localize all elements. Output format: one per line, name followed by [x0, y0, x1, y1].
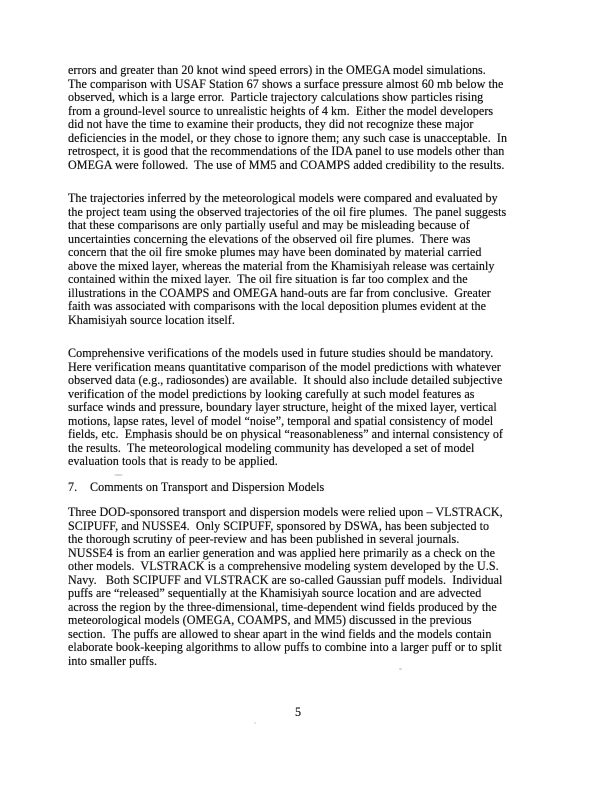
text-line: NUSSE4 is from an earlier generation and was applied here primarily as a check on the [68, 545, 496, 560]
page-number: 5 [294, 705, 302, 719]
text-line: contained within the mixed layer. The oil fire situation is far too complex and the [68, 272, 468, 286]
text-line: The comparison with USAF Station 67 shows a surface pressure almost 60 mb below the [68, 76, 504, 91]
text-line: the project team using the observed trajectories of the oil fire plumes. The panel suggests [68, 204, 507, 219]
text-line: The trajectories inferred by the meteorological models were compared and evaluated by [68, 191, 498, 205]
text-line: above the mixed layer, whereas the material from the Khamisiyah release was certainly [68, 258, 495, 273]
text-line: errors and greater than 20 knot wind speed errors) in the OMEGA model simulations. [68, 63, 486, 77]
text-line: motions, lapse rates, level of model “noise”, temporal and spatial consistency of model [68, 413, 494, 428]
section-number: 7. [68, 479, 78, 494]
text-line: elaborate book-keeping algorithms to allow puffs to combine into a larger puff or to split [68, 640, 502, 654]
section-title: Comments on Transport and Dispersion Models [90, 479, 325, 494]
text-line: across the region by the three-dimensional, time-dependent wind fields produced by the [68, 599, 497, 614]
text-line: into smaller puffs. [68, 653, 158, 668]
text-line: meteorological models (OMEGA, COAMPS, and MM5) discussed in the previous [68, 613, 472, 627]
paragraph [68, 506, 556, 668]
text-line: puffs are “released” sequentially at the Khamisiyah source location and are advected [68, 586, 482, 600]
scan-speck [254, 722, 256, 724]
text-line: Three DOD-sponsored transport and dispersion models were relied upon – VLSTRACK, [68, 505, 503, 519]
text-line: evaluation tools that is ready to be applied. [68, 454, 278, 468]
text-line: uncertainties concerning the elevations of the observed oil fire plumes. There was [68, 231, 471, 246]
text-line: Navy. Both SCIPUFF and VLSTRACK are so-called Gaussian puff models. Individual [68, 572, 503, 587]
text-line: illustrations in the COAMPS and OMEGA hand-outs are far from conclusive. Greater [68, 285, 491, 300]
paragraph [68, 192, 556, 327]
text-line: observed, which is a large error. Particle trajectory calculations show particles rising [68, 90, 484, 104]
text-line: did not have the time to examine their products, they did not recognize these major [68, 117, 474, 131]
text-line: concern that the oil fire smoke plumes may have been dominated by material carried [68, 245, 482, 259]
text-line: other models. VLSTRACK is a comprehensive modeling system developed by the U.S. [68, 559, 499, 573]
text-line: Khamisiyah source location itself. [68, 312, 235, 327]
text-line: section. The puffs are allowed to shear apart in the wind fields and the models contain [68, 626, 492, 641]
text-line: verification of the model predictions by looking carefully at such model features as [68, 386, 475, 401]
text-line: retrospect, it is good that the recommendations of the IDA panel to use models other than [68, 144, 505, 158]
paragraph [68, 64, 556, 172]
text-line: OMEGA were followed. The use of MM5 and COAMPS added credibility to the results. [68, 157, 505, 172]
text-line: SCIPUFF, and NUSSE4. Only SCIPUFF, sponsored by DSWA, has been subjected to [68, 518, 490, 533]
text-line: that these comparisons are only partially useful and may be misleading because of [68, 218, 470, 232]
text-line: observed data (e.g., radiosondes) are available. It should also include detailed subjective [68, 373, 503, 387]
scan-speck [399, 668, 402, 670]
text-line: surface winds and pressure, boundary layer structure, height of the mixed layer, vertical [68, 400, 497, 414]
paragraph [68, 347, 556, 469]
text-line: deficiencies in the model, or they chose to ignore them; any such case is unacceptable. In [68, 130, 508, 145]
text-line: faith was associated with comparisons with the local deposition plumes evident at the [68, 299, 487, 313]
text-line: from a ground-level source to unrealistic heights of 4 km. Either the model developers [68, 103, 494, 118]
text-line: the thorough scrutiny of peer-review and has been published in several journals. [68, 532, 460, 546]
document-text [68, 64, 556, 668]
section-heading [68, 481, 556, 495]
text-line: the results. The meteorological modeling community has developed a set of model [68, 440, 475, 455]
scan-speck [114, 474, 123, 476]
section-heading-line [68, 481, 556, 495]
text-line: Here verification means quantitative comparison of the model predictions with whatever [68, 359, 501, 374]
text-line: fields, etc. Emphasis should be on physical “reasonableness” and internal consistency of [68, 427, 503, 441]
text-line: Comprehensive verifications of the models used in future studies should be mandatory. [68, 346, 494, 360]
